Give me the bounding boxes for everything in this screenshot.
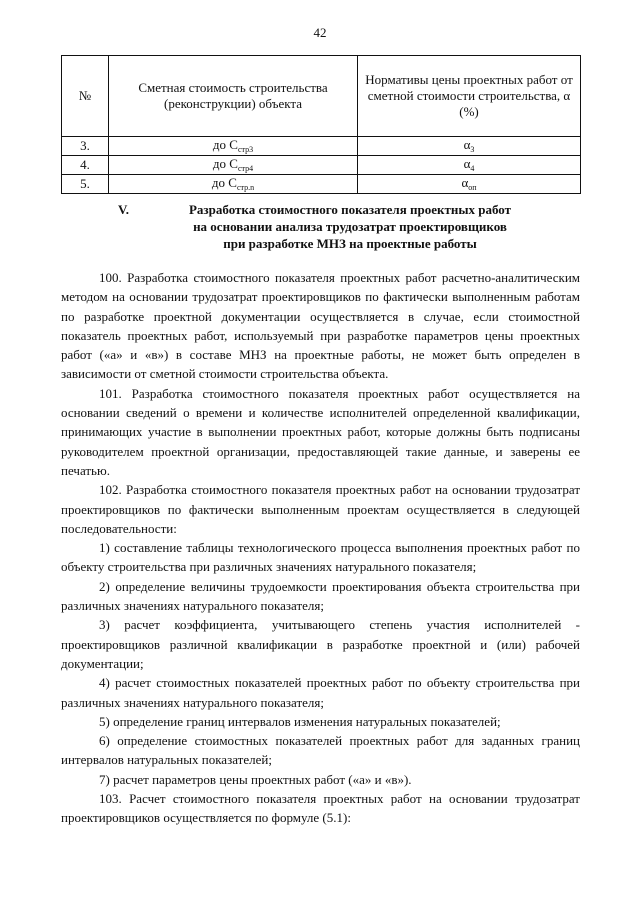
alpha-subscript: 4 [470,164,475,173]
row-number: 5. [62,175,109,194]
list-item: 2) определение величины трудоемкости проектирования объекта строительства при различных значениях натурального показателя; [61,578,580,614]
table-row [62,175,581,194]
list-item: 6) определение стоимостных показателей проектных работ для заданных границ интервалов натуральных показателей; [61,733,580,768]
table-row [62,137,581,156]
list-item: 1) составление таблицы технологического процесса выполнения проектных работ по объекту строительства при различных значениях натурального показателя; [61,540,580,575]
alpha-symbol: α [463,137,471,152]
list-item: 3) расчет коэффициента, учитывающего степень участия исполнителей - проектировщиков различной квалификации в разработке проектной и (или) рабочей документации; [61,617,580,671]
cost-prefix: до С [212,156,238,171]
cost-subscript: стр.n [236,183,255,192]
alpha-subscript: 3 [470,145,475,154]
cost-prefix: до С [211,175,237,190]
section-title-line: Разработка стоимостного показателя проектных работ [188,202,512,217]
cost-subscript: стр4 [237,164,254,173]
page-number: 42 [313,25,327,40]
cost-prefix: до С [212,137,238,152]
body-text [61,268,580,828]
table-header-row [62,56,581,137]
norms-table [61,55,581,194]
paragraph: 102. Разработка стоимостного показателя проектных работ на основании трудозатрат проектировщиков по фактически выполненным проектам осуществляется в следующей последовательности: [61,482,580,536]
row-alpha [358,175,581,194]
row-number: 4. [62,156,109,175]
list-item: 4) расчет стоимостных показателей проектных работ по объекту строительства при различных значениях натурального показателя; [61,675,580,710]
paragraph: 101. Разработка стоимостного показателя проектных работ осуществляется на основании сведений о времени и количестве исполнителей определенной квалификации, принимающих участие в выполнении проектных работ, которые должны быть подписаны руководителем проектной организации, предоставляющей такие данные, и заверены ее печатью. [61,385,580,478]
row-cost [109,137,358,156]
section-title-line: на основании анализа трудозатрат проектировщиков [193,219,507,234]
row-cost [109,156,358,175]
row-cost [109,175,358,194]
header-cost: Сметная стоимость строительства (реконструкции) объекта [109,56,358,137]
cost-subscript: стр3 [237,145,254,154]
section-number: V. [118,202,129,217]
header-norms: Нормативы цены проектных работ от сметной стоимости строительства, α (%) [358,56,581,137]
list-item: 5) определение границ интервалов изменения натуральных показателей; [99,713,501,729]
paragraph: 100. Разработка стоимостного показателя проектных работ расчетно-аналитическим методом на основании трудозатрат проектировщиков по фактически выполненным работам по разработке проектной документации осуществляется в случае, если стоимостной показатель проектных работ, используемый при разработке параметров цены проектных работ («а» и «в») в составе МНЗ на проектные работы, не может быть определен в зависимости от сметной стоимости строительства объекта. [61,270,580,382]
alpha-symbol: α [461,175,469,190]
table-row [62,156,581,175]
row-alpha [358,156,581,175]
header-number: № [62,56,109,137]
row-number: 3. [62,137,109,156]
alpha-subscript: оп [468,183,477,192]
section-title-line: при разработке МНЗ на проектные работы [223,236,477,251]
alpha-symbol: α [463,156,471,171]
row-alpha [358,137,581,156]
list-item: 7) расчет параметров цены проектных работ («а» и «в»). [99,771,412,787]
section-heading [0,201,640,252]
paragraph: 103. Расчет стоимостного показателя проектных работ на основании трудозатрат проектировщиков осуществляется по формуле (5.1): [61,791,580,826]
